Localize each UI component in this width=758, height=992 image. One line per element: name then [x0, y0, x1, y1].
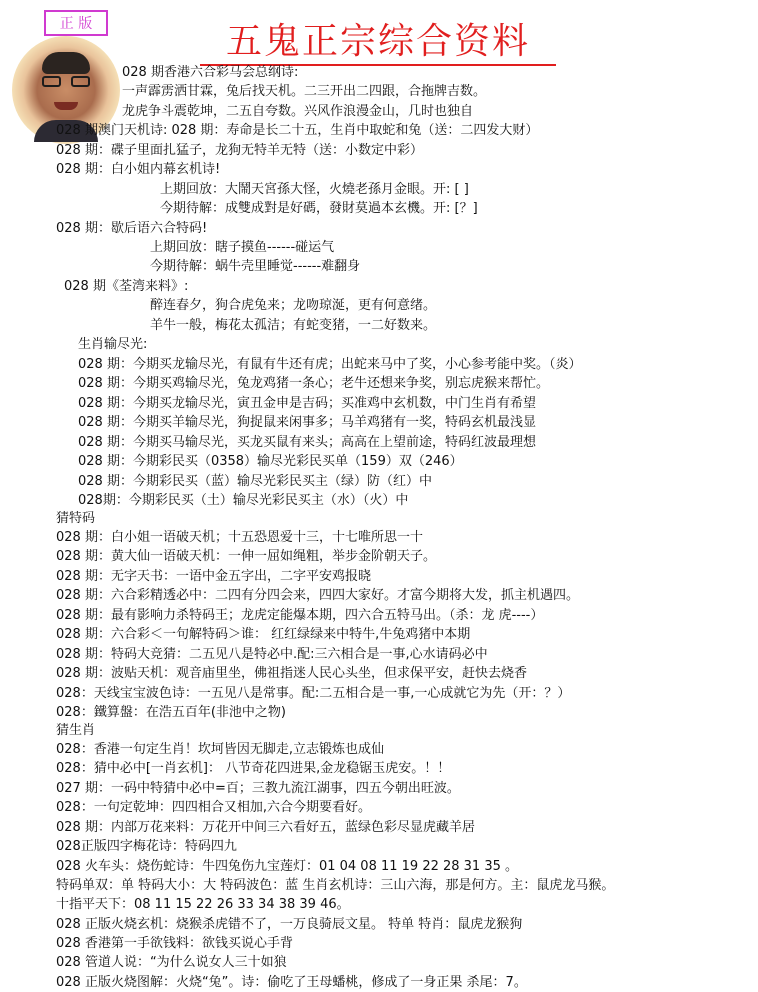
text-line: 028 期：白小姐一语破天机；十五恐恩爱十三，十七唯所思一十: [56, 530, 423, 545]
text-line: 028 正版火烧玄机：烧猴杀虎错不了，一万良骑辰文星。 特单 特肖：鼠虎龙猴狗: [56, 917, 523, 932]
text-line: 028正版四字梅花诗：特码四九: [56, 839, 237, 854]
text-line: 028 期：特码大竞猜：二五见八是特必中.配:三六相合是一事,心水请码必中: [56, 647, 488, 662]
text-line: 028 期：波贴天机：观音庙里坐，佛祖指迷人民心头坐，但求保平安，赶快去烧香: [56, 666, 527, 681]
text-line: 028 期：最有影响力杀特码王；龙虎定能爆本期，四六合五特马出。（杀：龙 虎----）: [56, 608, 544, 623]
text-line: 羊牛一般，梅花太孤洁；有蛇变猪，一二好数来。: [150, 318, 437, 333]
text-line: 028 期：六合彩精透必中：二四有分四会来，四四大家好。才富今期将大发，抓主机遇四。: [56, 588, 579, 603]
text-line: 028：香港一句定生肖！坎坷皆因无脚走,立志锻炼也成仙: [56, 742, 384, 757]
text-line: 十指平天下：08 11 15 22 26 33 34 38 39 46。: [56, 897, 350, 912]
text-line: 028期：今期彩民买（土）输尽光彩民买主（水）（火）中: [78, 493, 409, 508]
text-line: 028：一句定乾坤：四四相合又相加,六合今期要看好。: [56, 800, 371, 815]
text-line: 猜特码: [56, 511, 96, 526]
text-line: 生肖输尽光:: [78, 337, 148, 352]
text-line: 028 期：今期彩民买（蓝）输尽光彩民买主（绿）防（红）中: [78, 474, 432, 489]
text-line: 028 期：今期买龙输尽光，寅丑金申是吉码；买准鸡中玄机数，中门生肖有希望: [78, 396, 536, 411]
text-line: 028：猜中必中[一肖玄机]： 八节奇花四进果,金龙稳锯玉虎安。！！: [56, 761, 451, 776]
text-line: 今期待解：蜗牛壳里睡觉------难翻身: [150, 259, 361, 274]
text-line: 龙虎争斗震乾坤，二五自夸数。兴风作浪漫金山，几时也独自: [122, 104, 474, 119]
text-line: 今期待解：成雙成對是好碼，發財莫過本玄機。开: [？]: [160, 201, 478, 216]
avatar-hair: [42, 52, 90, 74]
text-line: 028 期：六合彩＜一句解特码＞谁： 红红绿绿来中特牛,牛兔鸡猪中本期: [56, 627, 471, 642]
text-line: 028 香港第一手欲钱料：欲钱买说心手背: [56, 936, 293, 951]
text-line: 028 管道人说：“为什么说女人三十如狼: [56, 955, 287, 970]
text-line: 猜生肖: [56, 723, 96, 738]
text-line: 028 正版火烧图解：火烧“兔”。诗：偷吃了王母蟠桃，修成了一身正果 杀尾：7。: [56, 975, 527, 990]
text-line: 028 期：今期买龙输尽光，有鼠有牛还有虎；出蛇来马中了奖，小心参考能中奖。（炎）: [78, 357, 582, 372]
text-line: 028 期：黄大仙一语破天机：一伸一屈如绳粗，举步金阶朝天子。: [56, 549, 436, 564]
text-line: 028 火车头：烧伤蛇诗：牛四兔伤九宝莲灯：01 04 08 11 19 22 28 31 35 。: [56, 859, 519, 874]
text-line: 028 期《荃湾来料》:: [64, 279, 189, 294]
text-line: 028 期澳门天机诗: 028 期：寿命是长二十五，生肖中取蛇和兔（送：二四发大财）: [56, 123, 539, 138]
text-line: 028 期香港六合彩马会总纲诗:: [122, 65, 299, 80]
text-line: 028 期：无字天书：一语中金五字出，二字平安鸡报晓: [56, 569, 371, 584]
text-line: 028：鐵算盤：在浩五百年(非池中之物): [56, 705, 286, 720]
text-line: 028 期：白小姐内幕玄机诗!: [56, 162, 221, 177]
text-line: 028 期：今期买羊输尽光，狗捉鼠来闲事多；马羊鸡猪有一奖，特码玄机最浅显: [78, 415, 536, 430]
text-line: 一声霹雳洒甘霖，兔后找天机。二三开出二四跟，合拖牌吉数。: [122, 84, 487, 99]
avatar-glasses: [42, 76, 90, 88]
text-line: 028 期：今期彩民买（0358）输尽光彩民买单（159）双（246）: [78, 454, 463, 469]
genuine-badge: 正 版: [44, 10, 108, 36]
text-line: 醉连春夕，狗合虎兔来；龙吻琼涎，更有何意绪。: [150, 298, 437, 313]
page-title: 五鬼正宗综合资料: [200, 20, 556, 66]
text-line: 上期回放：大鬧天宮孫大怪，火燒老孫月金眼。开: [ ]: [160, 182, 469, 197]
text-line: 028：天线宝宝波色诗：一五见八是常事。配:二五相合是一事,一心成就它为先（开：？）: [56, 686, 571, 701]
text-line: 特码单双：单 特码大小：大 特码波色：蓝 生肖玄机诗：三山六海，那是何方。主：鼠虎龙马猴。: [56, 878, 615, 893]
text-line: 028 期：今期买马输尽光，买龙买鼠有来头；高高在上望前途，特码红波最理想: [78, 435, 536, 450]
text-line: 028 期：歇后语六合特码!: [56, 221, 208, 236]
text-line: 上期回放：瞎子摸鱼------碰运气: [150, 240, 335, 255]
text-line: 028 期：内部万花来料：万花开中间三六看好五，蓝绿色彩尽显虎藏羊居: [56, 820, 475, 835]
text-line: 027 期：一码中特猜中必中=百；三教九流江湖事，四五今朝出旺波。: [56, 781, 460, 796]
avatar-mouth: [54, 102, 78, 110]
text-line: 028 期：碟子里面扎猛子，龙狗无特羊无特（送：小数定中彩）: [56, 143, 423, 158]
text-line: 028 期：今期买鸡输尽光，兔龙鸡猪一条心；老牛还想来争奖，别忘虎猴来帮忙。: [78, 376, 549, 391]
